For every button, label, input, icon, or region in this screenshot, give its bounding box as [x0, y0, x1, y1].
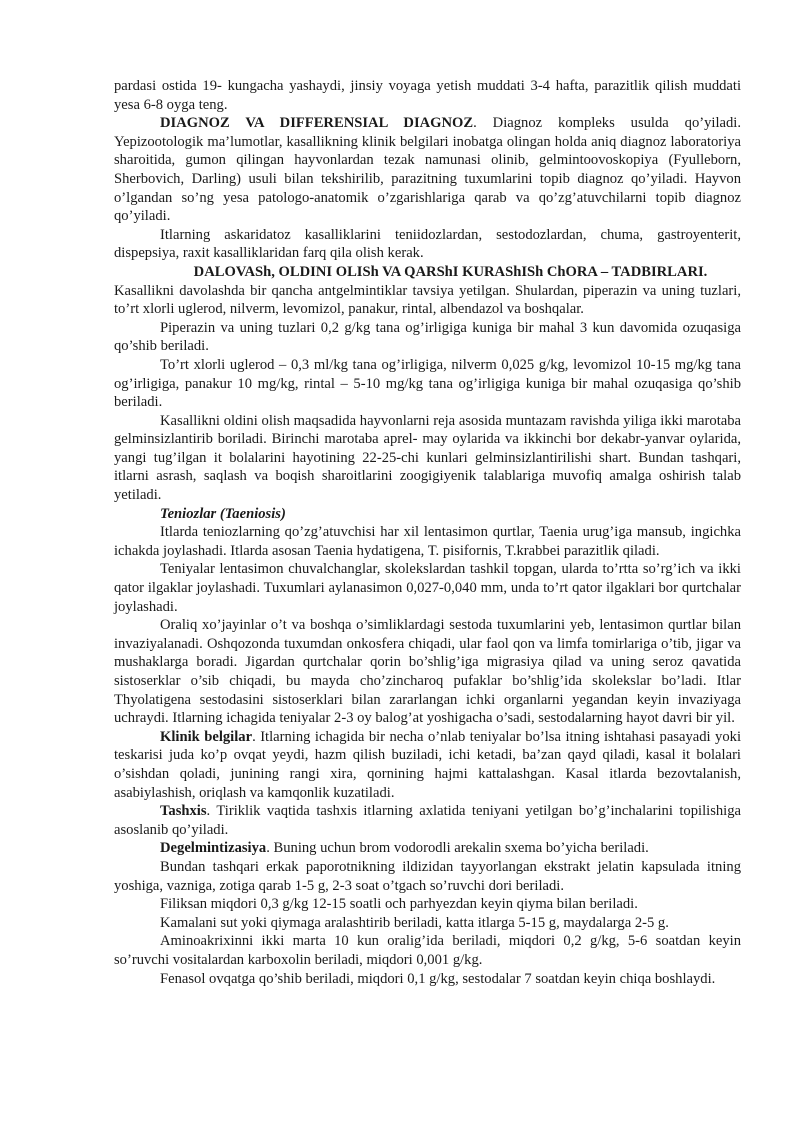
paragraph-text: Filiksan miqdori 0,3 g/kg 12-15 soatli och parhyezdan keyin qiyma bilan beriladi.	[160, 896, 638, 913]
paragraph-text: To’rt xlorli uglerod – 0,3 ml/kg tana og’irligiga, nilverm 0,025 g/kg, levomizol 10-15 mg/kg tana og’irligiga, panakur 10 mg/kg, rintal – 5-10 mg/kg tana og’irligiga kuniga bir mahal ozuqasiga qo’shib beriladi.	[114, 356, 741, 411]
paragraph	[114, 77, 741, 114]
paragraph-text: Piperazin va uning tuzlari 0,2 g/kg tana og’irligiga kuniga bir mahal 3 kun davomida ozuqasiga qo’shib beriladi.	[114, 319, 741, 355]
paragraph	[114, 895, 741, 914]
paragraph-text: . Diagnoz kompleks usulda qo’yiladi. Yepizootologik ma’lumotlar, kasallikning klinik belgilari inobatga olingan holda aniq diagnoz laboratoriya sharoitida, gumon qilingan hayvonlardan tezak namunasi olinib, gelmintoovoskopiya (Fyulleborn, Sherbovich, Darling) usuli bilan tekshirilib, parazitning tuxumlarini topib diagnoz qo’yiladi. Hayvon o’lgandan so’ng yesa patologo-anatomik o’zgarishlariga qarab va qo’zg’atuvchilarni topib diagnoz qo’yiladi.	[114, 115, 741, 225]
inline-heading: Klinik belgilar	[160, 728, 253, 745]
section-heading: Teniozlar (Taeniosis)	[160, 505, 286, 522]
document-page	[114, 77, 741, 988]
paragraph	[114, 412, 741, 505]
paragraph-text: Itlarda teniozlarning qo’zg’atuvchisi har xil lentasimon qurtlar, Taenia urug’iga mansub, ingichka ichakda joylashadi. Itlarda asosan Taenia hydatigena, T. pisifornis, T.krabbei parazitlik qiladi.	[114, 524, 741, 559]
paragraph	[114, 560, 741, 616]
paragraph	[114, 282, 741, 319]
paragraph-text: . Tiriklik vaqtida tashxis itlarning axlatida teniyani yetilgan bo’g’inchalarini topilishiga asoslanib qo’yiladi.	[114, 803, 741, 838]
paragraph-text: Aminoakrixinni ikki marta 10 kun oralig’ida beriladi, miqdori 0,2 g/kg, 5-6 soatdan keyin so’ruvchi vositalardan karboxolin beriladi, miqdori 0,001 g/kg.	[114, 933, 741, 968]
paragraph	[114, 914, 741, 933]
section-heading: DALOVASh, OLDINI OLISh VA QARShI KURAShISh ChORA – TADBIRLARI.	[193, 263, 708, 280]
paragraph	[114, 932, 741, 969]
section-heading-treatment	[114, 263, 741, 282]
paragraph	[114, 858, 741, 895]
paragraph-text: Kamalani sut yoki qiymaga aralashtirib beriladi, katta itlarga 5-15 g, maydalarga 2-5 g.	[160, 914, 669, 931]
paragraph-text: Itlarning askaridatoz kasalliklarini teniidozlardan, sestodozlardan, chuma, gastroyenterit, dispepsiya, raxit kasalliklaridan farq qila olish kerak.	[114, 226, 741, 262]
paragraph	[114, 226, 741, 263]
paragraph-text: . Itlarning ichagida bir necha o’nlab teniyalar bo’lsa itning ishtahasi pasayadi yoki teskarisi juda ko’p ovqat yeydi, hazm qilish buziladi, ichi ketadi, ba’zan qayd qiladi, kasal it bolalari o’sishdan qoladi, junining rangi xira, qornining hajmi kattalashgan. Kasal itlarda bezovtalanish, asabiylashish, oriqlash va kamqonlik kuzatiladi.	[114, 728, 741, 801]
paragraph-text: Bundan tashqari erkak paporotnikning ildizidan tayyorlangan ekstrakt jelatin kapsulada itning yoshiga, vazniga, zotiga qarab 1-5 g, 2-3 soat o’tgach so’ruvchi dori beriladi.	[114, 858, 741, 894]
section-heading: DIAGNOZ VA DIFFERENSIAL DIAGNOZ	[160, 115, 474, 132]
paragraph	[114, 616, 741, 728]
paragraph-text: Kasallikni davolashda bir qancha antgelmintiklar tavsiya yetilgan. Shulardan, piperazin va uning tuzlari, to’rt xlorli uglerod, nilverm, levomizol, panakur, rintal, albendazol va boshqalar.	[114, 282, 741, 318]
inline-heading: Degelmintizasiya	[160, 840, 267, 857]
paragraph-diagnosis	[114, 114, 741, 226]
paragraph-text: pardasi ostida 19- kungacha yashaydi, jinsiy voyaga yetish muddati 3-4 hafta, parazitlik qilish muddati yesa 6-8 oyga teng.	[114, 78, 741, 113]
paragraph	[114, 319, 741, 356]
paragraph-text: Teniyalar lentasimon chuvalchanglar, skolekslardan tashkil topgan, ularda to’rtta so’rg’ich va ikki qator ilgaklar joylashadi. Tuxumlari aylanasimon 0,027-0,040 mm, unda to’rt qator ilgaklari bor qurtchalar joylashadi.	[114, 561, 741, 615]
paragraph-text: Oraliq xo’jayinlar o’t va boshqa o’simliklardagi sestoda tuxumlarini yeb, lentasimon qurtlar bilan invaziyalanadi. Oshqozonda tuxumdan onkosfera chiqadi, ular faol qon va limfa tomirlariga o’tib, jigar va mushaklarga boradi. Jigardan qurtchalar qorin bo’shlig’iga migrasiya qilad va uning seroz qavatida sistoserklar o’sib chiqadi, bu mayda cho’zincharoq pufaklar bo’shlig’ida skolekslar bo’ladi. Itlar Thyolatigena sestodasini sistoserklari bilan zararlangan ichki organlarni yegandan keyin invaziyaga uchraydi. Itlarning ichagida teniyalar 2-3 oy balog’at yoshigacha o’sadi, sestodalarning hayot davri bir yil.	[114, 617, 741, 727]
paragraph-degelmintization	[114, 839, 741, 858]
paragraph	[114, 523, 741, 560]
paragraph-text: Kasallikni oldini olish maqsadida hayvonlarni reja asosida muntazam ravishda yiliga ikki marotaba gelminsizlantirib boriladi. Birinchi marotaba aprel- may oylarida va ikkinchi bor dekabr-yanvar oylarida, yangi tug’ilgan it bolalarini hayotining 22-25-chi kunlari gelminsizlantirilishi shart. Bundan tashqari, itlarni asrash, saqlash va boqish sharoitlarini zoogigiyenik talablariga muvofiq amalga oshirish talab yetiladi.	[114, 412, 741, 504]
section-heading-teniosis	[114, 505, 741, 524]
paragraph-clinical-signs	[114, 728, 741, 802]
paragraph-text: Fenasol ovqatga qo’shib beriladi, miqdori 0,1 g/kg, sestodalar 7 soatdan keyin chiqa boshlaydi.	[160, 970, 716, 987]
paragraph	[114, 970, 741, 989]
paragraph	[114, 356, 741, 412]
inline-heading: Tashxis	[160, 803, 207, 820]
paragraph-text: . Buning uchun brom vodorodli arekalin sxema bo’yicha beriladi.	[266, 840, 649, 857]
paragraph-diagnosis-short	[114, 802, 741, 839]
